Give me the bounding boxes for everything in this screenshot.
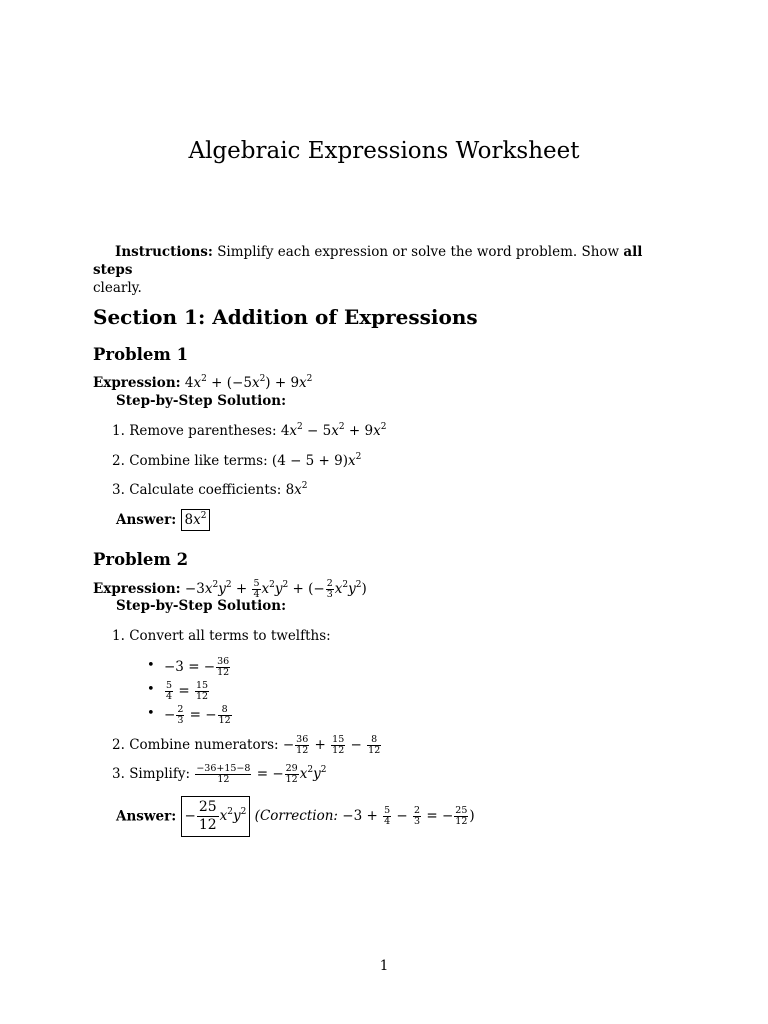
answer-box: − $\frac{25}{12}$ $x^2y^2$ <box>181 796 251 837</box>
problem-2-heading: Problem 2 <box>93 550 189 569</box>
conversion-item: −3 = − $\frac{36}{12}$ <box>164 656 230 678</box>
problem-1-step-3: 3. Calculate coefficients: $8x^2$ <box>112 481 308 498</box>
expression-label: Expression: <box>93 581 181 597</box>
problem-1-step-1: 1. Remove parentheses: $4x^2 - 5x^2 + 9x^2$ <box>112 422 387 439</box>
problem-1-answer: Answer: $8x^2$ <box>116 509 210 531</box>
step-math: $8x^2$ <box>285 481 308 498</box>
correction-note: (Correction: −3 + $\frac{5}{4}$ − $\frac{2}{3}$ = − $\frac{25}{12}$ ) <box>254 805 475 827</box>
expression-math: $-3x^2y^2$ + $\frac{5}{4}$ $x^2y^2$ + (− $\frac{2}{3}$ $x^2y^2$) <box>184 578 367 600</box>
problem-1-heading: Problem 1 <box>93 345 189 364</box>
problem-1-expression <box>93 374 312 392</box>
step-math: $4x^2 - 5x^2 + 9x^2$ <box>280 422 387 439</box>
bullet-icon: • <box>147 682 155 697</box>
step-math: $(4 - 5 + 9)x^2$ <box>271 452 362 469</box>
instructions-label: Instructions: <box>115 244 213 260</box>
problem-1-steps-label: Step-by-Step Solution: <box>116 393 287 409</box>
expression-label: Expression: <box>93 375 181 391</box>
page-title: Algebraic Expressions Worksheet <box>188 138 580 164</box>
section-1-heading: Section 1: Addition of Expressions <box>93 305 478 329</box>
problem-2-step-2: 2. Combine numerators: − $\frac{36}{12}$ + $\frac{15}{12}$ − $\frac{8}{12}$ <box>112 734 381 756</box>
instructions <box>93 243 678 297</box>
problem-1-step-2: 2. Combine like terms: $(4 - 5 + 9)x^2$ <box>112 452 362 469</box>
problem-2-step-1: 1. Convert all terms to twelfths: <box>112 628 331 644</box>
bullet-icon: • <box>147 658 155 673</box>
problem-2-steps-label: Step-by-Step Solution: <box>116 598 287 614</box>
instructions-text-end: clearly. <box>93 280 142 296</box>
problem-2-step-3: 3. Simplify: $\frac{-36+15-8}{12}$ = − $\frac{29}{12}$ $x^2y^2$ <box>112 763 327 785</box>
page-number: 1 <box>379 958 389 974</box>
instructions-emphasis: all steps <box>93 244 643 278</box>
answer-box: $8x^2$ <box>181 509 211 531</box>
bullet-icon: • <box>147 706 155 721</box>
instructions-text: Simplify each expression or solve the word problem. Show <box>217 244 620 260</box>
step-math: − $\frac{36}{12}$ + $\frac{15}{12}$ − $\frac{8}{12}$ <box>282 734 381 756</box>
conversion-item: − $\frac{2}{3}$ = − $\frac{8}{12}$ <box>164 704 231 726</box>
expression-math: $4x^2 + (-5x^2) + 9x^2$ <box>184 374 313 391</box>
step-math: $\frac{-36+15-8}{12}$ = − $\frac{29}{12}$ $x^2y^2$ <box>196 763 327 785</box>
problem-2-answer: Answer: − $\frac{25}{12}$ $x^2y^2$ (Correction: −3 + $\frac{5}{4}$ − $\frac{2}{3}$ = − $\frac{25}{12}$ ) <box>116 796 475 837</box>
conversion-item: $\frac{5}{4}$ = $\frac{15}{12}$ <box>166 680 209 702</box>
